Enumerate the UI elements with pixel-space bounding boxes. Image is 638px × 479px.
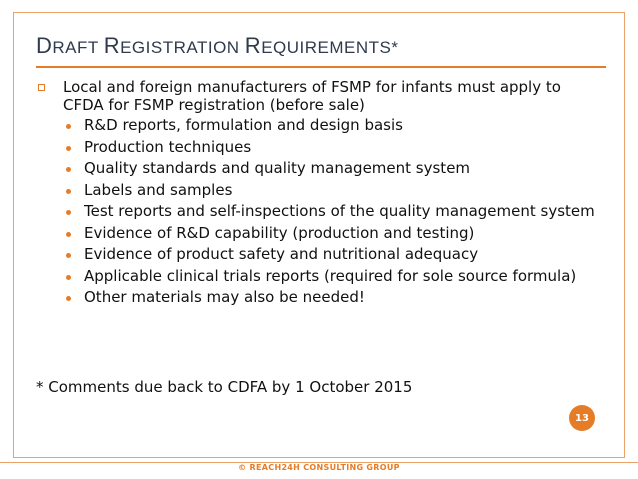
title-underline	[36, 66, 606, 68]
sub-bullet-text: Production techniques	[84, 137, 252, 156]
sub-bullet	[36, 203, 596, 221]
sub-bullet-text: R&D reports, formulation and design basis	[84, 116, 403, 134]
dot-bullet-icon	[66, 232, 71, 237]
dot-bullet-icon	[66, 210, 71, 215]
dot-bullet-icon	[66, 253, 71, 258]
sub-bullet	[36, 289, 596, 307]
sub-bullet-text: Labels and samples	[84, 180, 233, 199]
title-initial: R	[103, 33, 121, 58]
dot-bullet-icon	[66, 189, 71, 194]
sub-bullet-text: Other materials may also be needed!	[84, 288, 365, 306]
sub-bullet	[36, 160, 596, 178]
sub-bullet	[36, 268, 596, 286]
sub-bullet	[36, 139, 596, 157]
sub-bullet-text: Evidence of R&D capability (production and testing)	[84, 223, 475, 242]
sub-bullet	[36, 117, 596, 135]
sub-bullet-text: Applicable clinical trials reports (required for sole source formula)	[84, 266, 577, 285]
dot-bullet-icon	[66, 124, 71, 129]
title-initial: R	[244, 33, 262, 58]
footnote: * Comments due back to CDFA by 1 October 2015	[36, 378, 413, 396]
sub-bullet-text: Quality standards and quality management system	[84, 159, 471, 177]
title-initial: D	[36, 33, 53, 58]
title-text: EGISTRATION	[120, 38, 245, 57]
main-bullet	[36, 79, 596, 114]
dot-bullet-icon	[66, 167, 71, 172]
slide-body	[36, 79, 596, 311]
dot-bullet-icon	[66, 275, 71, 280]
slide-title	[36, 33, 398, 59]
page-number-badge: 13	[569, 405, 595, 431]
title-text: RAFT	[52, 38, 104, 57]
sub-bullet-text: Test reports and self-inspections of the quality management system	[84, 202, 595, 220]
dot-bullet-icon	[66, 296, 71, 301]
sub-bullet-text: Evidence of product safety and nutritional adequacy	[84, 245, 479, 263]
main-bullet-text: Local and foreign manufacturers of FSMP for infants must apply to CFDA for FSMP registration (before sale)	[63, 78, 561, 114]
sub-bullet	[36, 246, 596, 264]
sub-bullet	[36, 225, 596, 243]
title-text: EQUIREMENTS*	[261, 38, 399, 57]
sub-bullet	[36, 182, 596, 200]
square-bullet-icon	[38, 84, 45, 91]
sub-bullet-list	[36, 117, 596, 307]
footer-copyright: © REACH24H CONSULTING GROUP	[238, 463, 400, 472]
dot-bullet-icon	[66, 146, 71, 151]
